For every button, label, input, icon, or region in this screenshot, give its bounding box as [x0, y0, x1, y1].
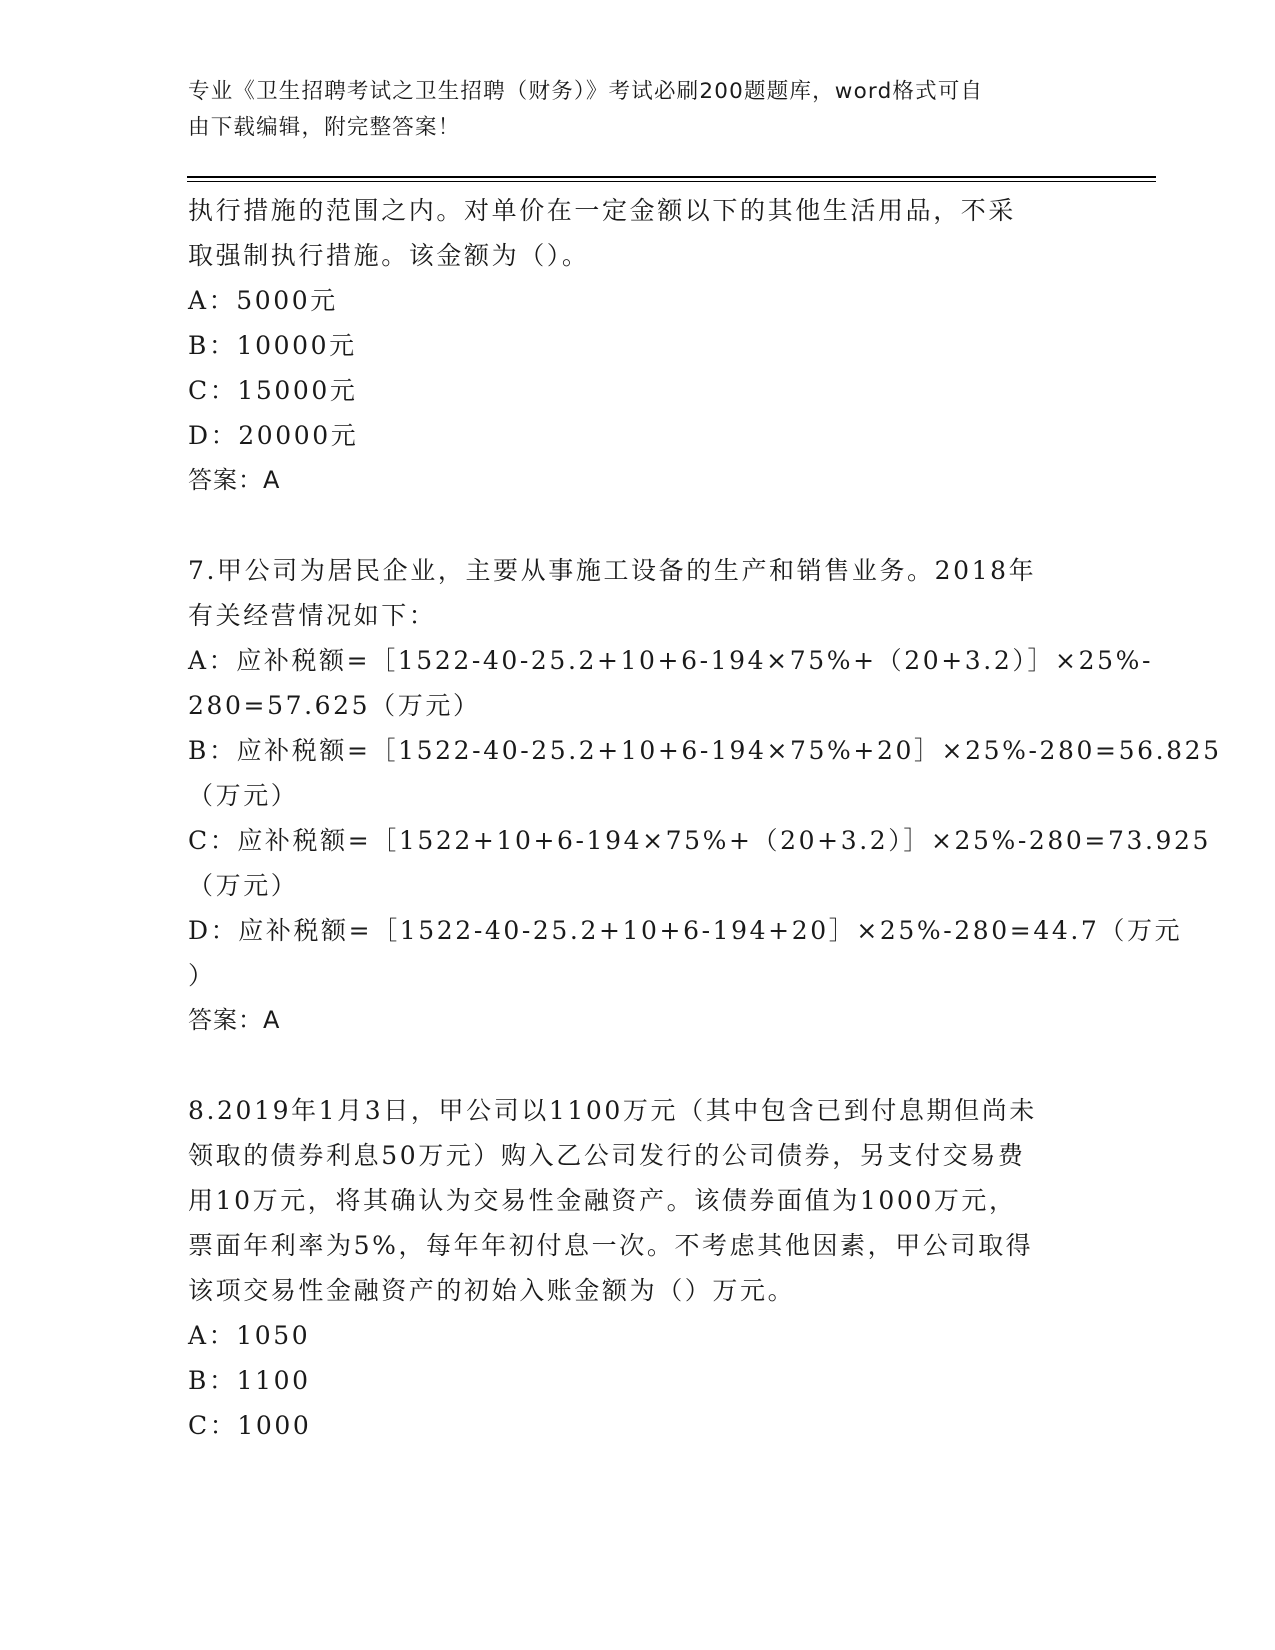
option-b: B：应补税额=［1522-40-25.2+10+6-194×75%+20］×25%-280=56.825 — [188, 736, 1222, 765]
option-b: B：10000元 — [188, 331, 357, 360]
question-text: 领取的债券利息50万元）购入乙公司发行的公司债券，另支付交易费 — [188, 1141, 1026, 1170]
answer-line: 答案：A — [188, 466, 281, 494]
question-text: 执行措施的范围之内。对单价在一定金额以下的其他生活用品，不采 — [188, 196, 1017, 225]
question-text: 有关经营情况如下： — [188, 601, 437, 630]
question-text: 票面年利率为5%，每年年初付息一次。不考虑其他因素，甲公司取得 — [188, 1231, 1034, 1260]
option-d: D：20000元 — [188, 421, 359, 450]
header-line: 专业《卫生招聘考试之卫生招聘（财务）》考试必刷200题题库，word格式可自 — [188, 79, 984, 104]
option-c: C：15000元 — [188, 376, 358, 405]
question-text: 8.2019年1月3日，甲公司以1100万元（其中包含已到付息期但尚未 — [188, 1096, 1037, 1125]
option-c-cont: （万元） — [188, 871, 299, 900]
question-6 — [188, 188, 1088, 503]
option-a: A：5000元 — [188, 286, 338, 315]
option-d-cont: ） — [188, 961, 216, 990]
question-text: 该项交易性金融资产的初始入账金额为（）万元。 — [188, 1276, 796, 1305]
question-7 — [188, 548, 1222, 1043]
option-a: A：1050 — [188, 1321, 311, 1350]
document-body — [188, 188, 1222, 1448]
option-a: A：应补税额=［1522-40-25.2+10+6-194×75%+（20+3.2）］×25%- — [188, 646, 1154, 675]
question-text: 用10万元，将其确认为交易性金融资产。该债券面值为1000万元， — [188, 1186, 1017, 1215]
header-line: 由下载编辑，附完整答案！ — [188, 115, 461, 140]
question-text: 取强制执行措施。该金额为（）。 — [188, 241, 590, 270]
spacer — [188, 1043, 1088, 1088]
option-d: D：应补税额=［1522-40-25.2+10+6-194+20］×25%-280=44.7（万元 — [188, 916, 1183, 945]
document-header — [188, 74, 1088, 146]
option-a-cont: 280=57.625（万元） — [188, 691, 481, 720]
option-b-cont: （万元） — [188, 781, 299, 810]
header-divider — [187, 176, 1156, 178]
option-c: C：1000 — [188, 1411, 312, 1440]
answer-line: 答案：A — [188, 1006, 281, 1034]
question-8 — [188, 1088, 1088, 1448]
header-divider-thin — [187, 181, 1156, 182]
option-c: C：应补税额=［1522+10+6-194×75%+（20+3.2）］×25%-280=73.925 — [188, 826, 1212, 855]
spacer — [188, 503, 1088, 548]
option-b: B：1100 — [188, 1366, 311, 1395]
question-text: 7.甲公司为居民企业，主要从事施工设备的生产和销售业务。2018年 — [188, 556, 1037, 585]
